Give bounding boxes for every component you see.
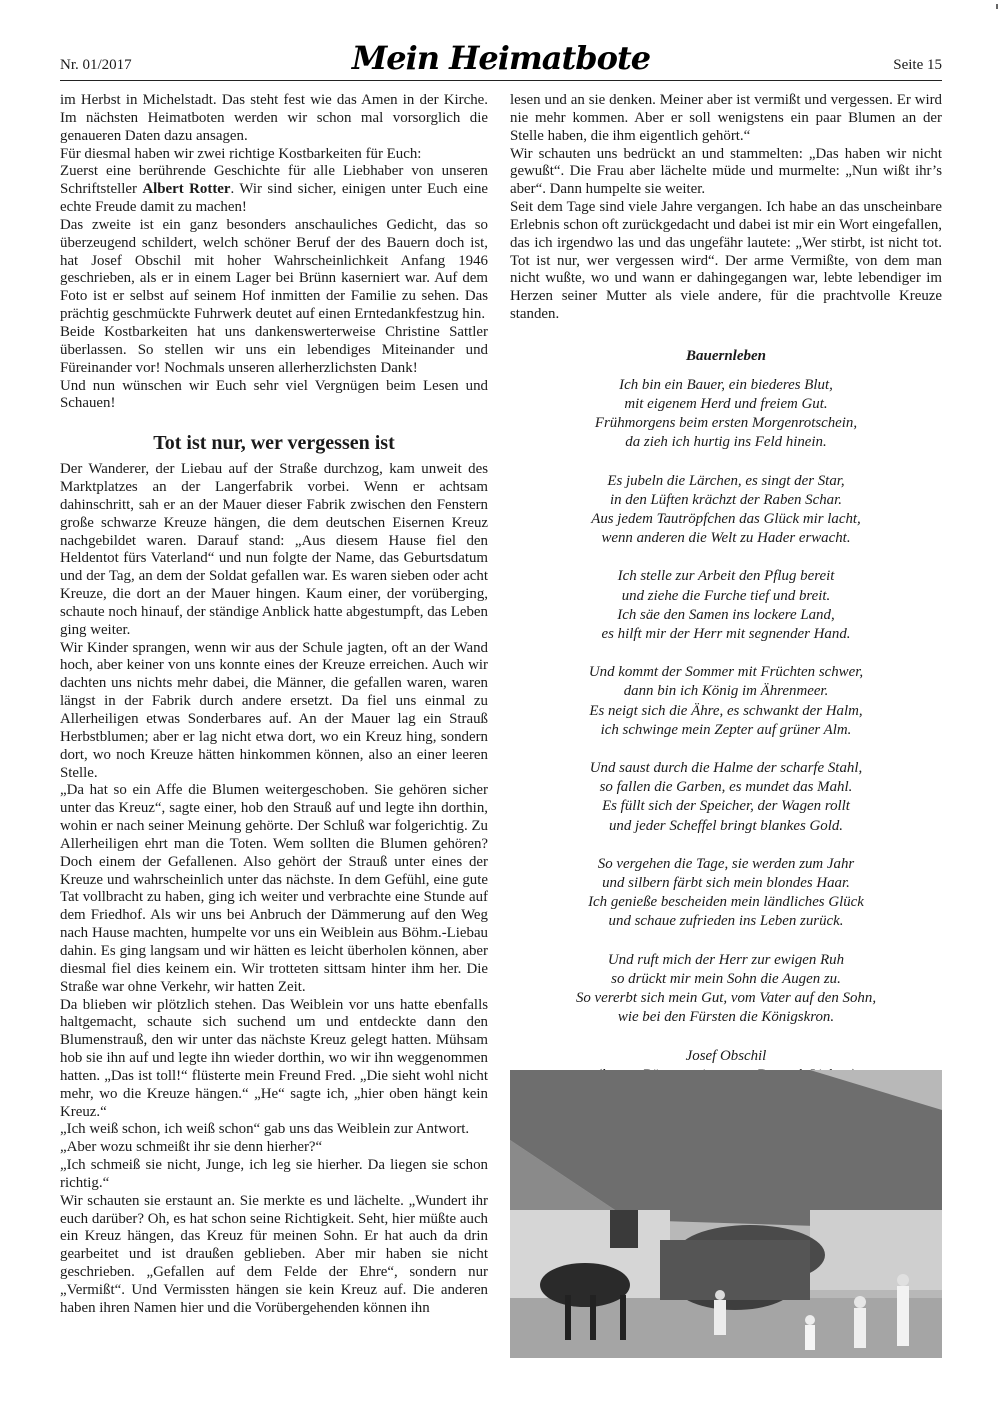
story-paragraph: Da blieben wir plötzlich stehen. Das Weiblein vor uns hatte ebenfalls haltgemacht, schaute sich suchend um und entdeckte dann den Blumenstrauß, den wir unter das nächste Kreuz gelegt hatten. Mühsam hob sie ihn auf und legte ihn wieder dorthin, wo wir ihn weggenommen hatten. „Das ist toll!“ flüsterte mein Freund Fred. „Die sieht wohl nicht mehr, wo die Kreuze hängen.“ „He“ sagte ich, „hier oben hängt kein Kreuz.“ [60, 996, 488, 1120]
intro-paragraph: im Herbst in Michelstadt. Das steht fest wie das Amen in der Kirche. Im nächsten Heimatboten werden wir schon mal vorsorglich die genaueren Daten dazu ansagen. [60, 92, 488, 144]
poem-line: und silbern färbt sich mein blondes Haar. [602, 875, 850, 892]
poem-line: So vererbt sich mein Gut, vom Vater auf den Sohn, [575, 990, 877, 1007]
masthead-logo: Mein Heimatbote [351, 39, 651, 77]
story-paragraph: lesen und an sie denken. Meiner aber ist vermißt und vergessen. Er wird nie mehr kommen. Aber er soll wenigstens ein paar Blumen an der Stelle haben, die ihm eigentlich gehört.“ [510, 92, 942, 144]
family-harvest-photo [510, 1070, 942, 1358]
poem-line: Ich säe den Samen ins lockere Land, [617, 606, 835, 623]
poem-line: ich schwinge mein Zepter auf grüner Alm. [600, 721, 852, 738]
poem-stanza [510, 855, 942, 932]
story-paragraph: Seit dem Tage sind viele Jahre vergangen. Ich habe an das unscheinbare Erlebnis schon oft zurückgedacht und dabei ist mir ein Wort eingefallen, das ich irgendwo las und das ungefähr lautete: „Wer stirbt, ist nicht tot. Tot ist nur, wer vergessen wird“. Der arme Vermißte, von dem man nicht wußte, wo und wann er dahingegangen war, lebte lebendiger im Herzen seiner Mutter als viele andere, für die prachtvolle Kreuze standen. [510, 199, 942, 323]
story-title: Tot ist nur, wer vergessen ist [153, 432, 395, 455]
poem-line: Es füllt sich der Speicher, der Wagen rollt [602, 798, 850, 815]
poem-line: so drückt mir mein Sohn die Augen zu. [611, 970, 841, 987]
poem-stanza [510, 663, 942, 740]
poem-line: Frühmorgens beim ersten Morgenrotschein, [594, 415, 858, 432]
story-paragraph: Der Wanderer, der Liebau auf der Straße durchzog, kam unweit des Marktplatzes an der Langerfabrik vorbei. Wenn er achtsam dahinschritt, sah er an der Mauer dieser Fabrik zwischen den Fenstern große schwarze Kreuze hängen, die dem deutschen Eisernen Kreuz nachgebildet waren. Darauf stand: „Aus diesem Hause fiel den Heldentot fürs Vaterland“ und nun folgte der Name, das Geburtsdatum und der Tag, an dem der Soldat gefallen war. Es waren sieben oder acht Kreuze, die dort an der Mauer hingen. Kaum einer, der vorüberging, schaute noch hinauf, der ständige Anblick hatte abgestumpft, das Leben ging weiter. [60, 461, 488, 638]
story-paragraph: Wir Kinder sprangen, wenn wir aus der Schule jagten, oft an der Wand hoch, aber keiner von uns konnte eines der Kreuze erreichen. Auch wir dachten uns nichts mehr dabei, die Männer, die gefallen waren, waren längst in der Fabrik durch andere ersetzt. Da fiel uns einmal zu Allerheiligen etwas Sonderbares auf. An der Mauer lag ein Strauß Herbstblumen; aber er lag nicht etwa dort, wo ein Kreuz hing, sondern dort, wo noch Kreuze hätten hinkommen können, also an einer leeren Stelle. [60, 639, 488, 781]
poem-line: und jeder Scheffel bringt blankes Gold. [608, 817, 844, 834]
page-header [60, 30, 942, 81]
poem-line: so fallen die Garben, es mundet das Mahl. [599, 779, 853, 796]
poem-line: Und kommt der Sommer mit Früchten schwer, [588, 664, 864, 681]
poem-stanza [510, 951, 942, 1028]
intro-paragraph: Das zweite ist ein ganz besonders anschauliches Gedicht, das so überzeugend schildert, welch schöner Beruf der des Bauern doch ist, hat Josef Obschil mit hoher Wahrscheinlichkeit Anfang 1946 geschrieben, als er in einem Lager bei Brünn kaserniert war. Auf dem Foto ist er selbst auf seinem Hof inmitten der Familie zu sehen. Das prächtig geschmückte Fuhrwerk deutet auf einen Erntedankfestzug hin. [60, 216, 488, 323]
intro-paragraph [60, 163, 488, 217]
story-paragraph: Wir schauten sie erstaunt an. Sie merkte es und lächelte. „Wundert ihr euch darüber? Oh, es hat schon seine Richtigkeit. Seht, hier müßte auch ein Kreuz hängen, das Kreuz für meinen Sohn. Er hat auch da drin gearbeitet und ist draußen geblieben. Aber mir haben sie nicht geschrieben. „Gefallen auf dem Felde der Ehre“, sondern nur „Vermißt“. Und Vermissten hängen sie kein Kreuz auf. Die anderen haben ihren Namen hier und die Vorübergehenden können ihn [60, 1192, 488, 1316]
poem-line: Aus jedem Tautröpfchen das Glück mir lacht, [591, 511, 861, 528]
intro-paragraph: Beide Kostbarkeiten hat uns dankenswerterweise Christine Sattler überlassen. So stellen wir uns ein lebendiges Miteinander und Füreinander vor! Nochmals unseren allerherzlichsten Dank! [60, 323, 488, 376]
poem-line: wie bei den Fürsten die Königskron. [617, 1009, 835, 1026]
poem-stanza [510, 759, 942, 836]
author-name-bold: Albert Rotter [142, 181, 231, 198]
poem-line: da zieh ich hurtig ins Feld hinein. [625, 434, 827, 451]
poem-line: es hilft mir der Herr mit segnender Hand. [601, 626, 851, 643]
page-number: Seite 15 [893, 57, 942, 73]
story-paragraph: „Ich weiß schon, ich weiß schon“ gab uns das Weiblein zur Antwort. [60, 1121, 470, 1138]
poem-line: wenn anderen die Welt zu Hader erwacht. [601, 530, 851, 547]
intro-text: . Wir sind sicher, einigen unter Euch eine echte Freude damit zu machen! [60, 181, 488, 216]
poem-line: Ich bin ein Bauer, ein biederes Blut, [619, 376, 833, 393]
poem-line: Ich stelle zur Arbeit den Pflug bereit [617, 568, 835, 585]
poem-line: in den Lüften krächzt der Raben Schar. [609, 491, 842, 508]
intro-paragraph: Für diesmal haben wir zwei richtige Kostbarkeiten für Euch: [60, 145, 422, 162]
poem-line: mit eigenem Herd und freiem Gut. [624, 396, 828, 413]
scan-edge-mark [996, 4, 998, 9]
poem-line: und schaue zufrieden ins Leben zurück. [608, 913, 844, 930]
poem-line: Und saust durch die Halme der scharfe Stahl, [589, 760, 863, 777]
poem-line: So vergehen die Tage, sie werden zum Jahr [597, 855, 855, 872]
intro-text: Zuerst eine berührende Geschichte für alle Liebhaber von unseren Schriftsteller [60, 163, 488, 198]
left-column [60, 92, 488, 1318]
poem-author: Josef Obschil [685, 1047, 767, 1064]
poem-line: Es neigt sich die Ähre, es schwankt der Halm, [589, 702, 863, 719]
poem-title: Bauernleben [685, 347, 766, 364]
story-paragraph: „Da hat so ein Affe die Blumen weitergeschoben. Sie gehören sicher unter das Kreuz“, sagte einer, hob den Strauß auf und legte ihn dorthin, wohin er nach seiner Meinung gehörte. Der Schluß war folgerichtig. Zu Allerheiligen ehrt man die Toten. Wem sollten die Blumen gehören? Doch einem der Gefallenen. Also gehört der Strauß unter eines der Kreuze und wahrscheinlich unter das nächste. In dem Gefühl, eine gute Tat vollbracht zu haben, ging ich weiter und verbrachte eine Stunde auf dem Friedhof. Als wir uns bei Anbruch der Dämmerung auf den Weg nach Hause machten, humpelte vor uns ein Weiblein aus Böhm.-Liebau dahin. Es ging langsam und wir hätten es leicht überholen können, aber diesmal fiel dies keinem ein. Wir trotteten sittsam hinter ihm her. Die Straße war ohne Verkehr, wir hatten Zeit. [60, 782, 488, 995]
poem-stanza [510, 376, 942, 453]
story-paragraph: Wir schauten uns bedrückt an und stammelten: „Das haben wir nicht gewußt“. Die Frau aber lächelte müde und murmelte: „Nun wißt ihr’s aber“. Dann humpelte sie weiter. [510, 145, 942, 198]
poem-line: dann bin ich König im Ährenmeer. [623, 683, 829, 700]
story-paragraph: „Aber wozu schmeißt ihr sie denn hierher?“ [60, 1139, 323, 1156]
poem-body [510, 376, 942, 1028]
poem-stanza [510, 567, 942, 644]
poem-line: und ziehe die Furche tief und breit. [621, 587, 831, 604]
poem-stanza [510, 472, 942, 549]
issue-number: Nr. 01/2017 [60, 57, 132, 73]
poem-line: Es jubeln die Lärchen, es singt der Star, [607, 472, 845, 489]
right-column [510, 92, 942, 1085]
intro-paragraph: Und nun wünschen wir Euch sehr viel Vergnügen beim Lesen und Schauen! [60, 377, 488, 412]
story-paragraph: „Ich schmeiß sie nicht, Junge, ich leg sie hierher. Da liegen sie schon richtig.“ [60, 1157, 488, 1191]
poem-line: Ich genieße bescheiden mein ländliches Glück [588, 894, 864, 911]
photo-illustration [510, 1070, 942, 1358]
poem-line: Und ruft mich der Herr zur ewigen Ruh [607, 951, 845, 968]
